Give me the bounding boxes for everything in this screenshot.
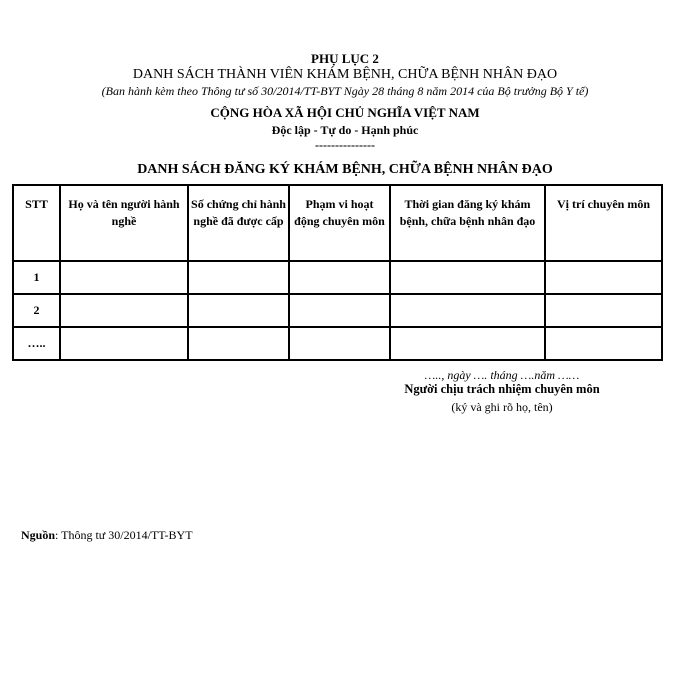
national-title: CỘNG HÒA XÃ HỘI CHỦ NGHĨA VIỆT NAM (210, 105, 480, 120)
column-header-stt: STT (13, 185, 60, 261)
cell-position[interactable] (545, 294, 662, 327)
table-row (13, 327, 662, 360)
cell-name[interactable] (60, 327, 188, 360)
signature-date-line: ….., ngày …. tháng ….năm …… (424, 368, 580, 382)
cell-time[interactable] (390, 261, 545, 294)
national-motto: Độc lập - Tự do - Hạnh phúc (271, 123, 419, 137)
source-text: : Thông tư 30/2014/TT-BYT (55, 528, 193, 542)
cell-scope[interactable] (289, 261, 390, 294)
column-header-name: Họ và tên người hành nghề (60, 185, 188, 261)
column-header-certificate: Số chứng chỉ hành nghề đã được cấp (188, 185, 289, 261)
table-row (13, 294, 662, 327)
cell-scope[interactable] (289, 327, 390, 360)
cell-name[interactable] (60, 294, 188, 327)
divider: --------------- (315, 138, 375, 152)
cell-name[interactable] (60, 261, 188, 294)
signature-person: Người chịu trách nhiệm chuyên môn (404, 382, 600, 396)
cell-scope[interactable] (289, 294, 390, 327)
cell-certificate[interactable] (188, 294, 289, 327)
source-note (21, 528, 193, 543)
appendix-label: PHỤ LỤC 2 (311, 51, 379, 66)
form-title: DANH SÁCH ĐĂNG KÝ KHÁM BỆNH, CHỮA BỆNH NHÂN ĐẠO (137, 162, 553, 177)
cell-time[interactable] (390, 294, 545, 327)
cell-certificate[interactable] (188, 261, 289, 294)
cell-stt: ….. (13, 327, 60, 360)
column-header-position: Vị trí chuyên môn (545, 185, 662, 261)
cell-stt: 2 (13, 294, 60, 327)
column-header-time: Thời gian đăng ký khám bệnh, chữa bệnh nhân đạo (390, 185, 545, 261)
registration-table (12, 184, 663, 361)
issued-by-note: (Ban hành kèm theo Thông tư số 30/2014/TT-BYT Ngày 28 tháng 8 năm 2014 của Bộ trưởng Bộ Y tế) (101, 84, 589, 98)
cell-position[interactable] (545, 327, 662, 360)
cell-stt: 1 (13, 261, 60, 294)
column-header-scope: Phạm vi hoạt động chuyên môn (289, 185, 390, 261)
table-row (13, 261, 662, 294)
source-label: Nguồn (21, 528, 56, 542)
cell-certificate[interactable] (188, 327, 289, 360)
signature-note: (ký và ghi rõ họ, tên) (451, 400, 553, 414)
table-header-row (13, 185, 662, 261)
cell-time[interactable] (390, 327, 545, 360)
cell-position[interactable] (545, 261, 662, 294)
document-title: DANH SÁCH THÀNH VIÊN KHÁM BỆNH, CHỮA BỆNH NHÂN ĐẠO (132, 67, 558, 82)
